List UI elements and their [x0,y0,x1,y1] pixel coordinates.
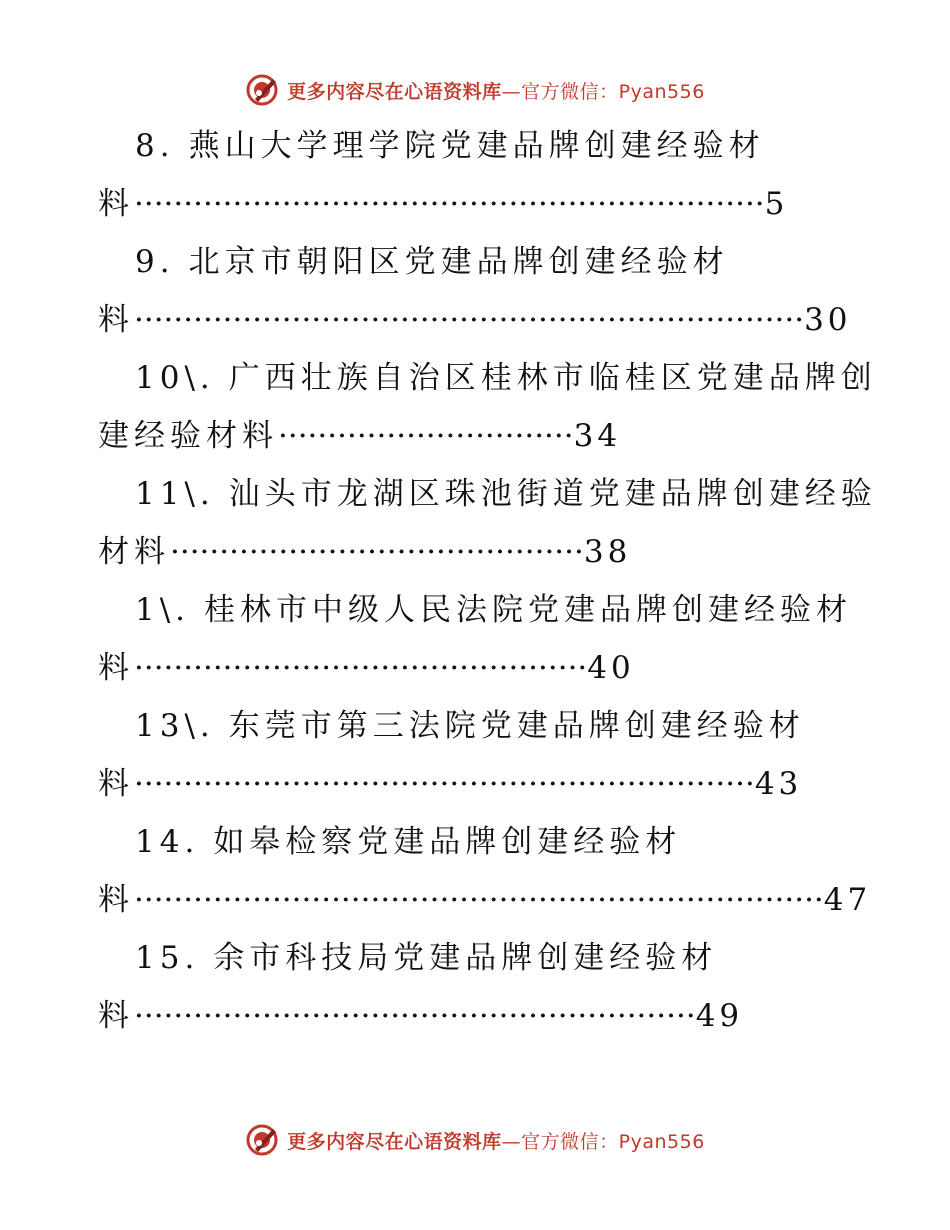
toc-leader-dots: ························································· [134,998,696,1034]
toc-page-number: 30 [804,302,852,338]
toc-title-continuation: 料 [98,998,134,1034]
footer-banner [0,1120,950,1160]
toc-title-continuation: 料 [98,186,134,222]
toc-entry[interactable] [0,234,950,350]
banner-main-text: 更多内容尽在心语资料库 [287,1130,502,1153]
toc-entry[interactable] [0,930,950,1046]
banner-text [287,1127,705,1154]
toc-number: 10\. [135,360,215,396]
toc-title-continuation: 料 [98,766,134,802]
toc-leader-dots: ···································································· [134,302,805,338]
toc-entry[interactable] [0,582,950,698]
toc-page-number: 49 [695,998,744,1034]
toc-entry[interactable] [0,698,950,814]
toc-number: 13\. [135,708,215,744]
toc-entry[interactable] [0,118,950,234]
toc-number: 1\. [135,592,191,628]
toc-title-continuation: 料 [98,882,134,918]
toc-entry[interactable] [0,350,950,466]
toc-leader-dots: ·············································· [134,650,588,686]
toc-leader-dots: ······························ [278,418,574,454]
toc-title-continuation: 材料 [98,534,170,570]
toc-leader-dots: ······························································· [134,766,755,802]
toc-page-number: 43 [754,766,803,802]
toc-number: 15. [135,940,200,976]
pen-logo-icon [245,73,279,107]
table-of-contents [0,118,950,1046]
toc-leader-dots: ······································································ [134,882,824,918]
toc-page-number: 47 [823,882,872,918]
toc-title-continuation: 料 [98,302,134,338]
toc-title-continuation: 料 [98,650,134,686]
toc-number: 14. [135,824,200,860]
toc-title: 汕头市龙湖区珠池街道党建品牌创建经验 [228,476,877,512]
banner-text [287,77,705,104]
banner-separator: — [501,1130,522,1153]
toc-entry[interactable] [0,814,950,930]
toc-page-number: 34 [573,418,622,454]
toc-page-number: 38 [583,534,632,570]
toc-title: 燕山大学理学院党建品牌创建经验材 [188,128,765,164]
toc-title: 如皋检察党建品牌创建经验材 [213,824,682,860]
toc-title: 广西壮族自治区桂林市临桂区党建品牌创 [228,360,877,396]
toc-title: 东莞市第三法院党建品牌创建经验材 [228,708,805,744]
toc-leader-dots: ·········································· [170,534,584,570]
toc-title: 余市科技局党建品牌创建经验材 [213,940,718,976]
toc-page-number: 5 [764,186,789,222]
banner-main-text: 更多内容尽在心语资料库 [287,80,502,103]
toc-number: 9. [135,244,175,280]
toc-number: 11\. [135,476,215,512]
toc-leader-dots: ································································ [134,186,765,222]
toc-title-continuation: 建经验材料 [98,418,278,454]
toc-title: 桂林市中级人民法院党建品牌创建经验材 [204,592,853,628]
toc-page-number: 40 [587,650,635,686]
banner-wechat: 官方微信：Pyan556 [521,80,705,103]
header-banner [0,70,950,110]
banner-wechat: 官方微信：Pyan556 [521,1130,705,1153]
toc-number: 8. [135,128,175,164]
toc-title: 北京市朝阳区党建品牌创建经验材 [188,244,729,280]
toc-entry[interactable] [0,466,950,582]
pen-logo-icon [245,1123,279,1157]
banner-separator: — [501,80,522,103]
